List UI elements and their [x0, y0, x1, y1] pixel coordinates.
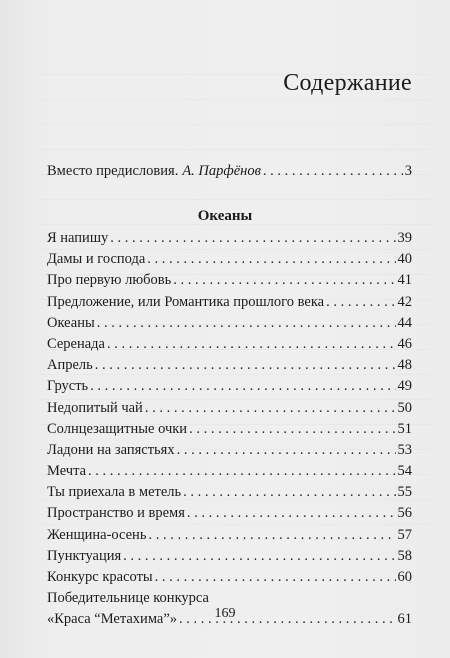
toc-entry-page: 39: [397, 230, 412, 246]
leader-dots: [183, 484, 395, 501]
toc-entry-label: Ладони на запястьях: [47, 441, 175, 458]
toc-entry-page: 56: [397, 505, 412, 522]
toc-entry-page: 49: [397, 378, 412, 395]
toc-entry-label-line1: Победительнице конкурса: [47, 590, 209, 607]
toc-entry-label: Недопитый чай: [47, 399, 143, 416]
toc-entry: [47, 505, 412, 526]
leader-dots: [147, 251, 395, 268]
leader-dots: [263, 163, 403, 180]
toc-entry-page: 60: [397, 569, 412, 585]
leader-dots: [189, 421, 395, 438]
toc-entry-page: 50: [397, 399, 412, 416]
toc-entry-label: Я напишу: [47, 230, 109, 246]
toc-entry: [47, 463, 412, 484]
toc-entry-page: 57: [397, 526, 412, 543]
leader-dots: [148, 527, 395, 544]
toc-entry-label: Солнцезащитные очки: [47, 420, 188, 437]
toc-entry-page: 44: [397, 314, 412, 331]
toc-entry-page: 40: [397, 251, 412, 268]
toc-entry: [47, 272, 412, 293]
toc-entry-label-line2: «Краса “Метахима”»: [47, 611, 178, 628]
toc-entry-page: 55: [397, 484, 412, 501]
toc-entry: [47, 251, 412, 272]
toc-list: [47, 230, 412, 633]
toc-entry-label: Океаны: [47, 314, 95, 331]
leader-dots: [95, 357, 396, 374]
toc-entry-label: Дамы и господа: [47, 251, 146, 268]
toc-entry: [47, 315, 412, 336]
toc-entry-label: Грусть: [47, 378, 89, 395]
toc-entry: [47, 569, 412, 590]
page-title: Содержание: [283, 70, 412, 96]
leader-dots: [107, 336, 396, 353]
toc-entry: [47, 336, 412, 357]
section-heading: Океаны: [197, 208, 253, 224]
toc-entry: [47, 294, 412, 315]
toc-entry-label: Ты приехала в метель: [47, 484, 182, 501]
toc-entry-label: Конкурс красоты: [47, 569, 153, 585]
foreword-page: 3: [404, 163, 412, 179]
page-number: 169: [214, 606, 236, 621]
toc-entry: [47, 442, 412, 463]
toc-entry-page: 48: [397, 357, 412, 374]
toc-entry-page: 41: [397, 272, 412, 289]
leader-dots: [123, 548, 395, 565]
leader-dots: [173, 272, 395, 289]
toc-foreword-entry: [47, 163, 412, 180]
leader-dots: [97, 315, 396, 332]
foreword-label: Вместо предисловия.: [47, 163, 179, 179]
toc-entry-label: Пространство и время: [47, 505, 185, 522]
leader-dots: [88, 463, 395, 480]
toc-entry-label: Женщина-осень: [47, 526, 147, 543]
leader-dots: [177, 442, 396, 459]
toc-entry: [47, 421, 412, 442]
toc-entry-label: Апрель: [47, 357, 93, 374]
toc-entry: [47, 548, 412, 569]
toc-entry-label: Предложение, или Романтика прошлого века: [47, 293, 325, 310]
toc-entry-label: Про первую любовь: [47, 272, 172, 289]
toc-entry: [47, 378, 412, 399]
toc-entry: [47, 527, 412, 548]
toc-entry-page: 46: [397, 335, 412, 352]
toc-entry: [47, 230, 412, 251]
leader-dots: [326, 294, 395, 311]
leader-dots: [145, 400, 396, 417]
toc-entry-page: 58: [397, 547, 412, 564]
leader-dots: [110, 230, 395, 247]
toc-entry: [47, 400, 412, 421]
toc-entry-page: 61: [397, 611, 412, 628]
toc-entry-page: 54: [397, 463, 412, 480]
leader-dots: [90, 378, 395, 395]
foreword-author: А. Парфёнов: [182, 163, 261, 179]
leader-dots: [187, 505, 396, 522]
toc-entry: [47, 484, 412, 505]
toc-entry-label: Пунктуация: [47, 547, 122, 564]
toc-entry-label: Мечта: [47, 463, 87, 480]
leader-dots: [155, 569, 396, 586]
toc-entry-page: 42: [397, 293, 412, 310]
toc-entry: [47, 357, 412, 378]
toc-entry-page: 53: [397, 441, 412, 458]
toc-entry-page: 51: [397, 420, 412, 437]
toc-entry-label: Серенада: [47, 335, 105, 352]
